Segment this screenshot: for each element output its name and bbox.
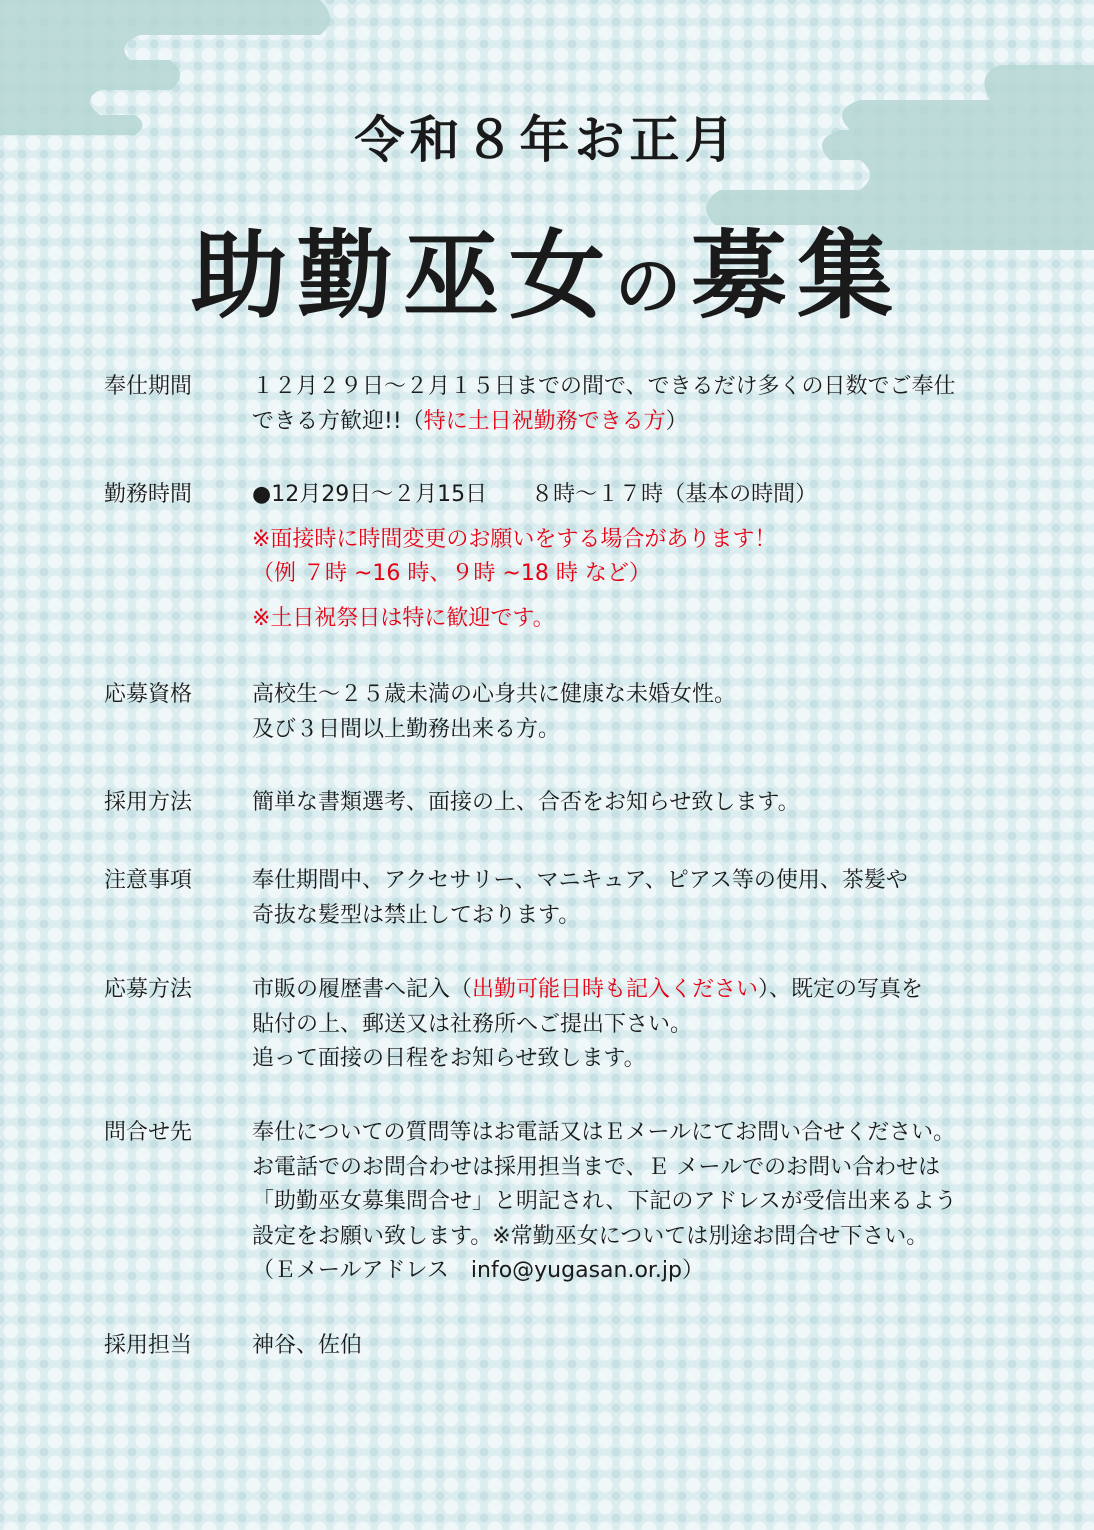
period-line-2 bbox=[252, 405, 1012, 440]
section-value bbox=[252, 678, 1012, 747]
staff-names: 神谷、佐伯 bbox=[252, 1333, 363, 1358]
section-label: 注意事項 bbox=[104, 868, 193, 893]
apply-line-1-suffix: ）、既定の写真を bbox=[758, 977, 924, 1002]
contact-line-2: お電話でのお問合わせは採用担当まで、Ｅ メールでのお問い合わせは bbox=[252, 1154, 941, 1180]
contact-line-4: 設定をお願い致します。※常勤巫女については別途お問合せ下さい。 bbox=[252, 1223, 929, 1249]
eligibility-line-1: 高校生～２５歳未満の心身共に健康な未婚女性。 bbox=[252, 682, 737, 707]
section-label: 問合せ先 bbox=[104, 1120, 193, 1145]
section-label: 応募資格 bbox=[104, 682, 193, 707]
section-value bbox=[252, 973, 1012, 1077]
contact-line-1: 奉仕についての質問等はお電話又はＥメールにてお問い合せください。 bbox=[252, 1120, 956, 1145]
period-line-2-suffix: ） bbox=[665, 408, 688, 434]
eligibility-line-2: 及び３日間以上勤務出来る方。 bbox=[252, 716, 561, 742]
hours-note-3: ※土日祝祭日は特に歓迎です。 bbox=[252, 605, 555, 631]
title-part-2: 募集 bbox=[691, 219, 903, 332]
apply-highlight: 出勤可能日時も記入ください bbox=[472, 977, 759, 1002]
section-value bbox=[252, 478, 1012, 636]
page-title bbox=[0, 200, 1094, 337]
apply-line-1 bbox=[252, 973, 1012, 1008]
period-line-2-prefix: できる方歓迎!!（ bbox=[252, 408, 424, 434]
section-value bbox=[252, 370, 1012, 439]
contact-line-3: 「助勤巫女募集問合せ」と明記され、下記のアドレスが受信出来るよう bbox=[252, 1189, 957, 1214]
hours-note-1: ※面接時に時間変更のお願いをする場合があります！ bbox=[252, 526, 777, 552]
apply-line-1-prefix: 市販の履歴書へ記入（ bbox=[252, 977, 473, 1002]
apply-line-3: 追って面接の日程をお知らせ致します。 bbox=[252, 1046, 646, 1071]
notes-line-2: 奇抜な髪型は禁止しております。 bbox=[252, 902, 581, 928]
selection-line-1: 簡単な書類選考、面接の上、合否をお知らせ致します。 bbox=[252, 790, 800, 815]
contact-email[interactable]: （Ｅメールアドレス info@yugasan.or.jp） bbox=[252, 1258, 705, 1283]
notes-line-1: 奉仕期間中、アクセサリー、マニキュア、ピアス等の使用、茶髪や bbox=[252, 868, 908, 893]
hours-note-2: （例 ７時 ~16 時、９時 ~18 時 など） bbox=[252, 561, 651, 586]
section-label: 採用方法 bbox=[104, 790, 193, 815]
page-subtitle: 令和８年お正月 bbox=[354, 110, 740, 169]
period-line-1: １２月２９日～２月１５日までの間で、できるだけ多くの日数でご奉仕 bbox=[252, 374, 956, 399]
section-label: 採用担当 bbox=[104, 1333, 193, 1358]
title-no: の bbox=[615, 247, 691, 325]
section-value bbox=[252, 1329, 1012, 1364]
title-part-1: 助勤巫女 bbox=[191, 219, 615, 332]
apply-line-2: 貼付の上、郵送又は社務所へご提出下さい。 bbox=[252, 1011, 693, 1037]
period-highlight: 特に土日祝勤務できる方 bbox=[423, 408, 666, 434]
section-label: 勤務時間 bbox=[104, 482, 193, 507]
hours-line-1: ●12月29日～２月15日 ８時～１７時（基本の時間） bbox=[252, 482, 818, 507]
section-value bbox=[252, 864, 1012, 933]
section-value bbox=[252, 1116, 1012, 1289]
section-value bbox=[252, 786, 1012, 821]
section-label: 奉仕期間 bbox=[104, 374, 193, 399]
section-label: 応募方法 bbox=[104, 977, 193, 1002]
